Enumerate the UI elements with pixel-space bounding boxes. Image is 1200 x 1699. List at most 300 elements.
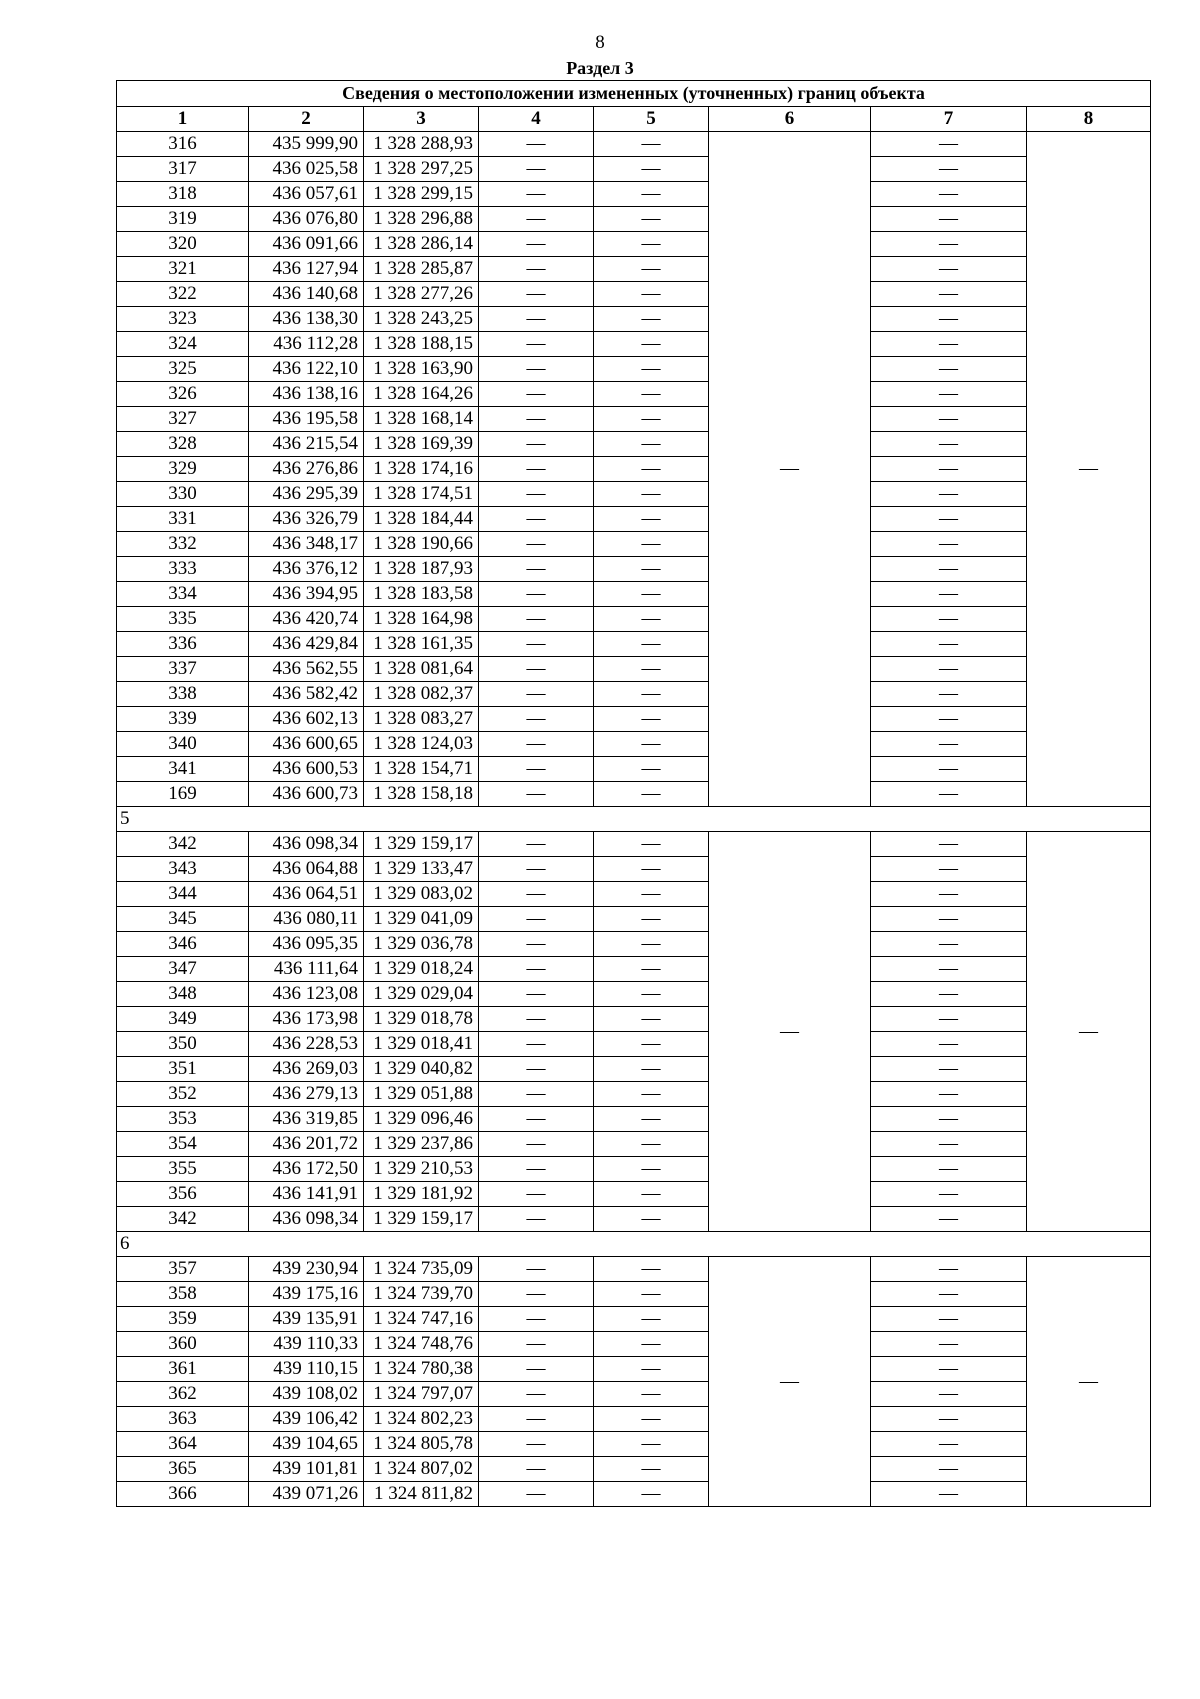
point-number-cell: 361: [117, 1357, 249, 1382]
point-number-cell: 354: [117, 1132, 249, 1157]
col7-cell: —: [871, 482, 1027, 507]
col4-cell: —: [479, 257, 594, 282]
x-coordinate-cell: 436 080,11: [249, 907, 364, 932]
y-coordinate-cell: 1 328 277,26: [364, 282, 479, 307]
col7-cell: —: [871, 1382, 1027, 1407]
col6-merged-cell: —: [709, 1257, 871, 1507]
col5-cell: —: [594, 257, 709, 282]
x-coordinate-cell: 436 076,80: [249, 207, 364, 232]
x-coordinate-cell: 436 172,50: [249, 1157, 364, 1182]
y-coordinate-cell: 1 328 184,44: [364, 507, 479, 532]
point-number-cell: 345: [117, 907, 249, 932]
col7-cell: —: [871, 382, 1027, 407]
point-number-cell: 360: [117, 1332, 249, 1357]
y-coordinate-cell: 1 328 082,37: [364, 682, 479, 707]
table-row: [117, 1082, 1151, 1107]
col7-cell: —: [871, 357, 1027, 382]
table-row: [117, 357, 1151, 382]
col7-cell: —: [871, 582, 1027, 607]
point-number-cell: 317: [117, 157, 249, 182]
table-row: [117, 607, 1151, 632]
x-coordinate-cell: 436 057,61: [249, 182, 364, 207]
table-row: [117, 732, 1151, 757]
col4-cell: —: [479, 182, 594, 207]
col5-cell: —: [594, 682, 709, 707]
table-row: [117, 157, 1151, 182]
point-number-cell: 363: [117, 1407, 249, 1432]
col7-cell: —: [871, 757, 1027, 782]
col7-cell: —: [871, 982, 1027, 1007]
y-coordinate-cell: 1 324 748,76: [364, 1332, 479, 1357]
y-coordinate-cell: 1 329 041,09: [364, 907, 479, 932]
table-row: [117, 532, 1151, 557]
y-coordinate-cell: 1 328 299,15: [364, 182, 479, 207]
col5-cell: —: [594, 207, 709, 232]
col8-merged-cell: —: [1027, 832, 1151, 1232]
x-coordinate-cell: 436 420,74: [249, 607, 364, 632]
page-number: 8: [595, 32, 605, 53]
y-coordinate-cell: 1 329 040,82: [364, 1057, 479, 1082]
x-coordinate-cell: 436 269,03: [249, 1057, 364, 1082]
table-row: [117, 1482, 1151, 1507]
table-row: [117, 132, 1151, 157]
col4-cell: —: [479, 607, 594, 632]
point-number-cell: 334: [117, 582, 249, 607]
col7-cell: —: [871, 1082, 1027, 1107]
point-number-cell: 348: [117, 982, 249, 1007]
y-coordinate-cell: 1 329 083,02: [364, 882, 479, 907]
x-coordinate-cell: 436 127,94: [249, 257, 364, 282]
table-row: [117, 782, 1151, 807]
point-number-cell: 365: [117, 1457, 249, 1482]
x-coordinate-cell: 436 215,54: [249, 432, 364, 457]
point-number-cell: 341: [117, 757, 249, 782]
col4-cell: —: [479, 357, 594, 382]
col4-cell: —: [479, 832, 594, 857]
col7-cell: —: [871, 1482, 1027, 1507]
y-coordinate-cell: 1 329 018,78: [364, 1007, 479, 1032]
col4-cell: —: [479, 1207, 594, 1232]
x-coordinate-cell: 436 122,10: [249, 357, 364, 382]
y-coordinate-cell: 1 329 159,17: [364, 1207, 479, 1232]
x-coordinate-cell: 439 106,42: [249, 1407, 364, 1432]
point-number-cell: 350: [117, 1032, 249, 1057]
col5-cell: —: [594, 232, 709, 257]
y-coordinate-cell: 1 324 747,16: [364, 1307, 479, 1332]
col5-cell: —: [594, 757, 709, 782]
col7-cell: —: [871, 882, 1027, 907]
x-coordinate-cell: 436 195,58: [249, 407, 364, 432]
point-number-cell: 353: [117, 1107, 249, 1132]
col5-cell: —: [594, 182, 709, 207]
col4-cell: —: [479, 932, 594, 957]
y-coordinate-cell: 1 329 096,46: [364, 1107, 479, 1132]
col5-cell: —: [594, 157, 709, 182]
table-row: [117, 1157, 1151, 1182]
col5-cell: —: [594, 857, 709, 882]
point-number-cell: 357: [117, 1257, 249, 1282]
col5-cell: —: [594, 332, 709, 357]
point-number-cell: 344: [117, 882, 249, 907]
col5-cell: —: [594, 1082, 709, 1107]
point-number-cell: 352: [117, 1082, 249, 1107]
y-coordinate-cell: 1 328 285,87: [364, 257, 479, 282]
point-number-cell: 346: [117, 932, 249, 957]
x-coordinate-cell: 436 201,72: [249, 1132, 364, 1157]
col4-cell: —: [479, 482, 594, 507]
col8-merged-cell: —: [1027, 132, 1151, 807]
x-coordinate-cell: 436 348,17: [249, 532, 364, 557]
col4-cell: —: [479, 1357, 594, 1382]
table-row: [117, 1307, 1151, 1332]
table-row: [117, 1132, 1151, 1157]
y-coordinate-cell: 1 328 174,51: [364, 482, 479, 507]
group-label: 6: [117, 1232, 1151, 1257]
y-coordinate-cell: 1 328 286,14: [364, 232, 479, 257]
y-coordinate-cell: 1 328 288,93: [364, 132, 479, 157]
x-coordinate-cell: 436 582,42: [249, 682, 364, 707]
y-coordinate-cell: 1 324 805,78: [364, 1432, 479, 1457]
col5-cell: —: [594, 532, 709, 557]
point-number-cell: 347: [117, 957, 249, 982]
x-coordinate-cell: 436 173,98: [249, 1007, 364, 1032]
x-coordinate-cell: 436 602,13: [249, 707, 364, 732]
col7-cell: —: [871, 607, 1027, 632]
col4-cell: —: [479, 857, 594, 882]
y-coordinate-cell: 1 324 735,09: [364, 1257, 479, 1282]
col5-cell: —: [594, 1282, 709, 1307]
col4-cell: —: [479, 957, 594, 982]
col7-cell: —: [871, 432, 1027, 457]
col5-cell: —: [594, 907, 709, 932]
col7-cell: —: [871, 282, 1027, 307]
col7-cell: —: [871, 632, 1027, 657]
col7-cell: —: [871, 707, 1027, 732]
col5-cell: —: [594, 832, 709, 857]
x-coordinate-cell: 436 064,88: [249, 857, 364, 882]
table-head: [117, 81, 1151, 132]
y-coordinate-cell: 1 324 739,70: [364, 1282, 479, 1307]
x-coordinate-cell: 436 095,35: [249, 932, 364, 957]
y-coordinate-cell: 1 329 133,47: [364, 857, 479, 882]
table-row: [117, 382, 1151, 407]
col4-cell: —: [479, 232, 594, 257]
y-coordinate-cell: 1 324 780,38: [364, 1357, 479, 1382]
y-coordinate-cell: 1 328 158,18: [364, 782, 479, 807]
col5-cell: —: [594, 1257, 709, 1282]
point-number-cell: 340: [117, 732, 249, 757]
column-header-row: [117, 107, 1151, 132]
col5-cell: —: [594, 382, 709, 407]
col5-cell: —: [594, 432, 709, 457]
col5-cell: —: [594, 1157, 709, 1182]
y-coordinate-cell: 1 328 164,26: [364, 382, 479, 407]
col5-cell: —: [594, 557, 709, 582]
col7-cell: —: [871, 1157, 1027, 1182]
table-row: [117, 1282, 1151, 1307]
x-coordinate-cell: 439 110,33: [249, 1332, 364, 1357]
y-coordinate-cell: 1 328 154,71: [364, 757, 479, 782]
column-header: 1: [117, 107, 249, 132]
col5-cell: —: [594, 457, 709, 482]
table-row: [117, 1032, 1151, 1057]
col4-cell: —: [479, 1257, 594, 1282]
col5-cell: —: [594, 1107, 709, 1132]
col5-cell: —: [594, 132, 709, 157]
y-coordinate-cell: 1 329 159,17: [364, 832, 479, 857]
x-coordinate-cell: 439 230,94: [249, 1257, 364, 1282]
table-row: [117, 282, 1151, 307]
y-coordinate-cell: 1 324 802,23: [364, 1407, 479, 1432]
x-coordinate-cell: 436 091,66: [249, 232, 364, 257]
y-coordinate-cell: 1 324 797,07: [364, 1382, 479, 1407]
x-coordinate-cell: 436 064,51: [249, 882, 364, 907]
col5-cell: —: [594, 607, 709, 632]
col4-cell: —: [479, 1107, 594, 1132]
y-coordinate-cell: 1 328 188,15: [364, 332, 479, 357]
point-number-cell: 336: [117, 632, 249, 657]
point-number-cell: 359: [117, 1307, 249, 1332]
table-row: [117, 907, 1151, 932]
point-number-cell: 329: [117, 457, 249, 482]
y-coordinate-cell: 1 328 174,16: [364, 457, 479, 482]
col4-cell: —: [479, 207, 594, 232]
point-number-cell: 343: [117, 857, 249, 882]
x-coordinate-cell: 439 101,81: [249, 1457, 364, 1482]
point-number-cell: 362: [117, 1382, 249, 1407]
col4-cell: —: [479, 657, 594, 682]
y-coordinate-cell: 1 329 018,41: [364, 1032, 479, 1057]
table-row: [117, 1182, 1151, 1207]
col5-cell: —: [594, 1432, 709, 1457]
point-number-cell: 324: [117, 332, 249, 357]
col5-cell: —: [594, 357, 709, 382]
col5-cell: —: [594, 882, 709, 907]
point-number-cell: 342: [117, 1207, 249, 1232]
col7-cell: —: [871, 457, 1027, 482]
col7-cell: —: [871, 232, 1027, 257]
table-row: [117, 557, 1151, 582]
col7-cell: —: [871, 1357, 1027, 1382]
col4-cell: —: [479, 1332, 594, 1357]
x-coordinate-cell: 436 600,53: [249, 757, 364, 782]
col7-cell: —: [871, 307, 1027, 332]
x-coordinate-cell: 436 279,13: [249, 1082, 364, 1107]
y-coordinate-cell: 1 328 164,98: [364, 607, 479, 632]
group-label-row: [117, 807, 1151, 832]
table-row: [117, 1457, 1151, 1482]
col7-cell: —: [871, 1432, 1027, 1457]
x-coordinate-cell: 436 600,65: [249, 732, 364, 757]
table-row: [117, 307, 1151, 332]
table-row: [117, 1432, 1151, 1457]
table-row: [117, 757, 1151, 782]
col4-cell: —: [479, 507, 594, 532]
y-coordinate-cell: 1 328 083,27: [364, 707, 479, 732]
col4-cell: —: [479, 407, 594, 432]
table-row: [117, 407, 1151, 432]
y-coordinate-cell: 1 329 237,86: [364, 1132, 479, 1157]
point-number-cell: 333: [117, 557, 249, 582]
col7-cell: —: [871, 1257, 1027, 1282]
section-title: Раздел 3: [566, 58, 634, 78]
table-row: [117, 957, 1151, 982]
col4-cell: —: [479, 682, 594, 707]
x-coordinate-cell: 436 138,30: [249, 307, 364, 332]
y-coordinate-cell: 1 324 811,82: [364, 1482, 479, 1507]
col7-cell: —: [871, 1457, 1027, 1482]
x-coordinate-cell: 436 112,28: [249, 332, 364, 357]
table-row: [117, 1407, 1151, 1432]
table-row: [117, 432, 1151, 457]
col7-cell: —: [871, 207, 1027, 232]
y-coordinate-cell: 1 328 183,58: [364, 582, 479, 607]
table-row: [117, 682, 1151, 707]
col7-cell: —: [871, 782, 1027, 807]
y-coordinate-cell: 1 328 124,03: [364, 732, 479, 757]
col4-cell: —: [479, 982, 594, 1007]
x-coordinate-cell: 439 110,15: [249, 1357, 364, 1382]
col5-cell: —: [594, 982, 709, 1007]
col4-cell: —: [479, 557, 594, 582]
table-row: [117, 882, 1151, 907]
column-header: 7: [871, 107, 1027, 132]
table-row: [117, 507, 1151, 532]
point-number-cell: 338: [117, 682, 249, 707]
table-row: [117, 1332, 1151, 1357]
col8-merged-cell: —: [1027, 1257, 1151, 1507]
col7-cell: —: [871, 532, 1027, 557]
col5-cell: —: [594, 782, 709, 807]
point-number-cell: 364: [117, 1432, 249, 1457]
col7-cell: —: [871, 182, 1027, 207]
point-number-cell: 342: [117, 832, 249, 857]
col4-cell: —: [479, 457, 594, 482]
col6-merged-cell: —: [709, 132, 871, 807]
y-coordinate-cell: 1 329 036,78: [364, 932, 479, 957]
column-header: 6: [709, 107, 871, 132]
y-coordinate-cell: 1 328 081,64: [364, 657, 479, 682]
col5-cell: —: [594, 1057, 709, 1082]
col7-cell: —: [871, 682, 1027, 707]
col5-cell: —: [594, 632, 709, 657]
table-row: [117, 1107, 1151, 1132]
col5-cell: —: [594, 1407, 709, 1432]
y-coordinate-cell: 1 328 296,88: [364, 207, 479, 232]
col6-merged-cell: —: [709, 832, 871, 1232]
column-header: 8: [1027, 107, 1151, 132]
col7-cell: —: [871, 1182, 1027, 1207]
col7-cell: —: [871, 907, 1027, 932]
col7-cell: —: [871, 732, 1027, 757]
y-coordinate-cell: 1 328 168,14: [364, 407, 479, 432]
x-coordinate-cell: 436 326,79: [249, 507, 364, 532]
point-number-cell: 325: [117, 357, 249, 382]
y-coordinate-cell: 1 328 163,90: [364, 357, 479, 382]
x-coordinate-cell: 436 111,64: [249, 957, 364, 982]
table-row: [117, 982, 1151, 1007]
point-number-cell: 349: [117, 1007, 249, 1032]
col5-cell: —: [594, 482, 709, 507]
point-number-cell: 169: [117, 782, 249, 807]
col7-cell: —: [871, 1332, 1027, 1357]
table-row: [117, 932, 1151, 957]
y-coordinate-cell: 1 328 187,93: [364, 557, 479, 582]
x-coordinate-cell: 436 140,68: [249, 282, 364, 307]
x-coordinate-cell: 436 025,58: [249, 157, 364, 182]
point-number-cell: 366: [117, 1482, 249, 1507]
col7-cell: —: [871, 832, 1027, 857]
table-row: [117, 457, 1151, 482]
col4-cell: —: [479, 782, 594, 807]
point-number-cell: 316: [117, 132, 249, 157]
table-row: [117, 857, 1151, 882]
x-coordinate-cell: 435 999,90: [249, 132, 364, 157]
col7-cell: —: [871, 332, 1027, 357]
point-number-cell: 351: [117, 1057, 249, 1082]
col4-cell: —: [479, 582, 594, 607]
col5-cell: —: [594, 1032, 709, 1057]
point-number-cell: 337: [117, 657, 249, 682]
col7-cell: —: [871, 1132, 1027, 1157]
point-number-cell: 335: [117, 607, 249, 632]
y-coordinate-cell: 1 329 051,88: [364, 1082, 479, 1107]
x-coordinate-cell: 436 394,95: [249, 582, 364, 607]
x-coordinate-cell: 436 562,55: [249, 657, 364, 682]
col4-cell: —: [479, 707, 594, 732]
y-coordinate-cell: 1 329 210,53: [364, 1157, 479, 1182]
point-number-cell: 319: [117, 207, 249, 232]
col5-cell: —: [594, 1207, 709, 1232]
col7-cell: —: [871, 557, 1027, 582]
col4-cell: —: [479, 1307, 594, 1332]
point-number-cell: 326: [117, 382, 249, 407]
col5-cell: —: [594, 1357, 709, 1382]
point-number-cell: 328: [117, 432, 249, 457]
col7-cell: —: [871, 857, 1027, 882]
col4-cell: —: [479, 757, 594, 782]
table-row: [117, 707, 1151, 732]
col4-cell: —: [479, 382, 594, 407]
table-row: [117, 1257, 1151, 1282]
x-coordinate-cell: 436 098,34: [249, 832, 364, 857]
y-coordinate-cell: 1 328 169,39: [364, 432, 479, 457]
col5-cell: —: [594, 1132, 709, 1157]
y-coordinate-cell: 1 328 161,35: [364, 632, 479, 657]
table-row: [117, 632, 1151, 657]
col4-cell: —: [479, 1157, 594, 1182]
x-coordinate-cell: 436 429,84: [249, 632, 364, 657]
x-coordinate-cell: 436 276,86: [249, 457, 364, 482]
col4-cell: —: [479, 282, 594, 307]
x-coordinate-cell: 439 108,02: [249, 1382, 364, 1407]
group-label-row: [117, 1232, 1151, 1257]
table-row: [117, 257, 1151, 282]
column-header: 4: [479, 107, 594, 132]
table-caption: Сведения о местоположении измененных (уточненных) границ объекта: [117, 81, 1151, 107]
col4-cell: —: [479, 1382, 594, 1407]
column-header: 5: [594, 107, 709, 132]
col7-cell: —: [871, 1207, 1027, 1232]
col4-cell: —: [479, 732, 594, 757]
y-coordinate-cell: 1 324 807,02: [364, 1457, 479, 1482]
table-row: [117, 482, 1151, 507]
col7-cell: —: [871, 1407, 1027, 1432]
col7-cell: —: [871, 1032, 1027, 1057]
col4-cell: —: [479, 1132, 594, 1157]
x-coordinate-cell: 436 319,85: [249, 1107, 364, 1132]
point-number-cell: 356: [117, 1182, 249, 1207]
